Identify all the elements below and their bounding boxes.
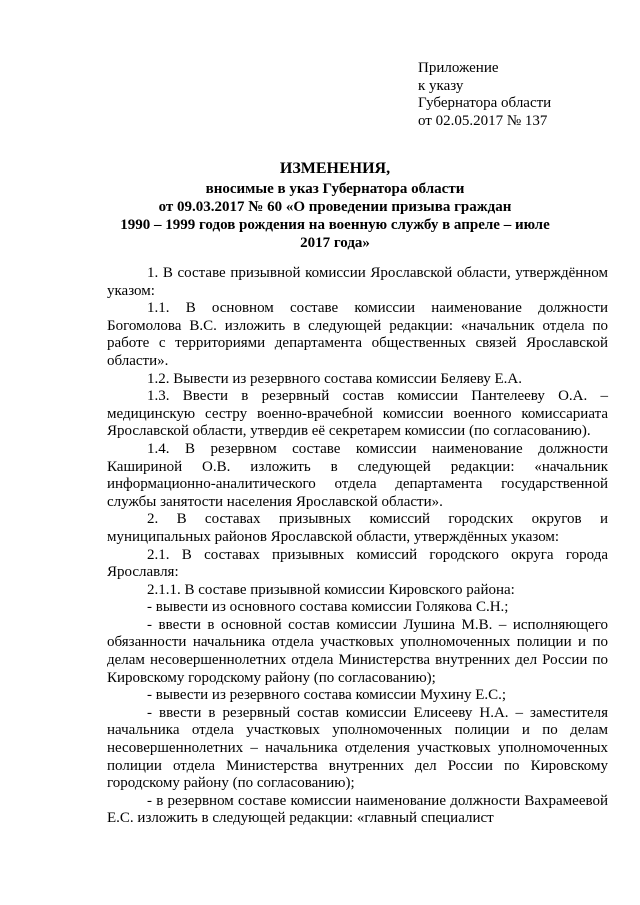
appendix-block: [418, 60, 551, 130]
title-line-3: 1990 – 1999 годов рождения на военную службу в апреле – июле: [120, 217, 550, 233]
paragraph-1-4: 1.4. В резервном составе комиссии наименование должности Кашириной О.В. изложить в следующей редакции: «начальник информационно-аналитического отдела департамента государственной службы занятости населения Ярославской области».: [107, 440, 608, 510]
paragraph-1-3: 1.3. Ввести в резервный состав комиссии Пантелееву О.А. – медицинскую сестру военно-врачебной комиссии военного комиссариата Ярославской области, утвердив её секретарем комиссии (по согласованию).: [107, 388, 608, 440]
list-item: - ввести в основной состав комиссии Лушина М.В. – исполняющего обязанности начальника отдела участковых уполномоченных полиции и по делам несовершеннолетних отдела Министерства внутренних дел России по Кировскому городскому району (по согласованию);: [107, 616, 608, 686]
paragraph-1: 1. В составе призывной комиссии Ярославской области, утверждённом указом:: [107, 265, 608, 299]
document-body: [107, 265, 608, 828]
list-item: - ввести в резервный состав комиссии Елисееву Н.А. – заместителя начальника отдела участковых уполномоченных полиции и по делам несовершеннолетних – начальника отделения участковых уполномоченных полиции отдела Министерства внутренних дел России по Кировскому городскому району (по согласованию);: [107, 704, 608, 792]
paragraph-2: 2. В составах призывных комиссий городских округов и муниципальных районов Ярославской области, утверждённых указом:: [107, 511, 608, 545]
paragraph-2-1-1: 2.1.1. В составе призывной комиссии Кировского района:: [147, 581, 515, 598]
title-line-1: вносимые в указ Губернатора области: [205, 181, 465, 197]
appendix-line-3: Губернатора области: [418, 95, 552, 111]
list-item: - вывести из резервного состава комиссии Мухину Е.С.;: [147, 687, 507, 704]
title-line-2: от 09.03.2017 № 60 «О проведении призыва граждан: [158, 199, 512, 215]
appendix-line-2: к указу: [418, 77, 464, 94]
paragraph-2-1: 2.1. В составах призывных комиссий городского округа города Ярославля:: [107, 546, 608, 581]
list-item: - в резервном составе комиссии наименование должности Вахрамеевой Е.С. изложить в следующей редакции: «главный специалист: [107, 792, 608, 827]
appendix-line-1: Приложение: [418, 60, 499, 76]
appendix-line-4: от 02.05.2017 № 137: [418, 112, 548, 129]
document-title: [100, 160, 570, 252]
list-item: - вывести из основного состава комиссии Голякова С.Н.;: [147, 599, 509, 616]
paragraph-1-1: 1.1. В основном составе комиссии наименование должности Богомолова В.С. изложить в следующей редакции: «начальник отдела по работе с территориями департамента общественных связей Ярославской области».: [107, 300, 608, 369]
paragraph-1-2: 1.2. Вывести из резервного состава комиссии Беляеву Е.А.: [147, 370, 522, 387]
title-line-4: 2017 года»: [300, 235, 370, 251]
title-heading: ИЗМЕНЕНИЯ,: [279, 160, 391, 177]
